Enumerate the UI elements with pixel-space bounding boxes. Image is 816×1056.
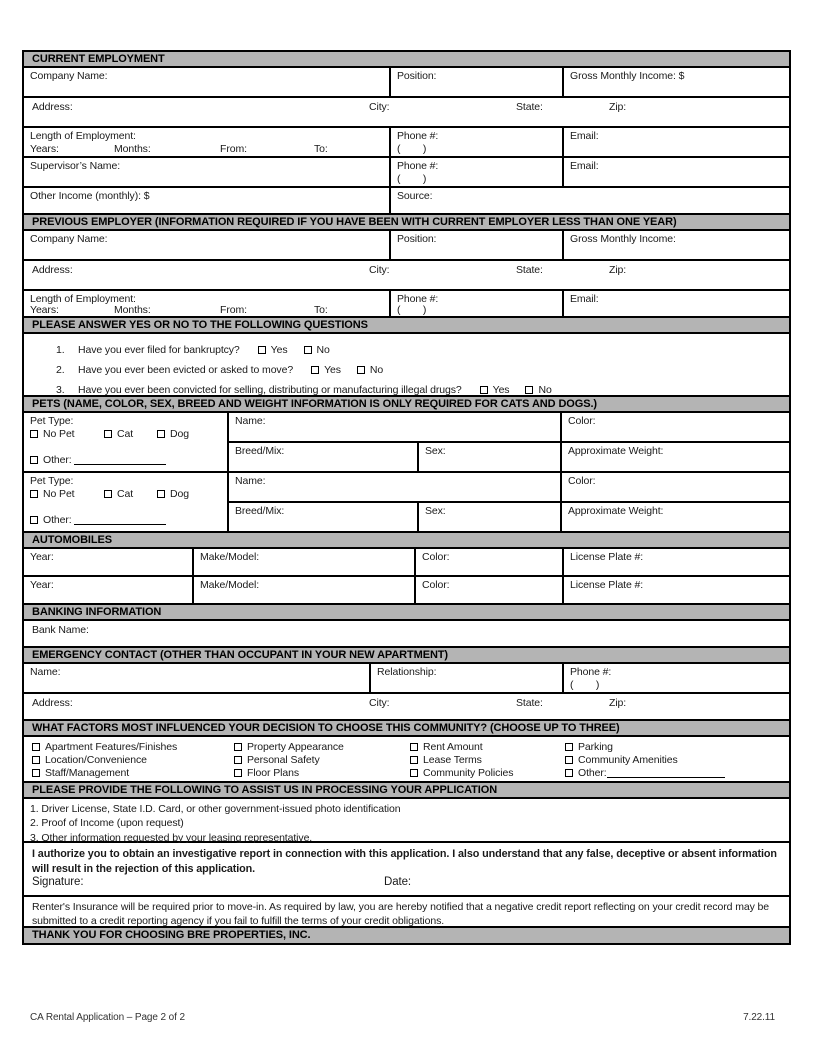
zip-label: Zip:: [609, 697, 627, 709]
provide-item-2: 2. Proof of Income (upon request): [30, 817, 184, 830]
checkbox-icon[interactable]: [480, 386, 488, 394]
pet-weight-field[interactable]: [562, 443, 789, 471]
pet-name-field[interactable]: [229, 413, 562, 441]
checkbox-icon[interactable]: [565, 769, 573, 777]
cat-option[interactable]: [104, 488, 133, 500]
cat-label: Cat: [117, 488, 134, 500]
make-model-label: Make/Model:: [200, 551, 260, 563]
auto-license-field[interactable]: [564, 577, 789, 603]
position-label: Position:: [397, 233, 437, 245]
pet-breed-label: Breed/Mix:: [235, 445, 285, 457]
phone-field[interactable]: [391, 291, 564, 316]
current-employment-row-3: [24, 128, 789, 158]
factor-label: Location/Convenience: [45, 753, 147, 766]
checkbox-icon[interactable]: [258, 346, 266, 354]
supervisor-label: Supervisor’s Name:: [30, 160, 121, 172]
section-header-banking: BANKING INFORMATION: [24, 605, 789, 621]
phone-paren: ( ): [397, 143, 427, 155]
gross-income-label: Gross Monthly Income: $: [570, 70, 685, 82]
automobile-row-2: [24, 577, 789, 605]
factor-label: Apartment Features/Finishes: [45, 740, 178, 753]
checkbox-icon[interactable]: [157, 490, 165, 498]
phone-label: Phone #:: [397, 130, 439, 142]
yes-option[interactable]: [311, 364, 341, 376]
auto-year-field[interactable]: [24, 577, 194, 603]
factor-label: Floor Plans: [247, 767, 300, 780]
checkbox-icon[interactable]: [410, 756, 418, 764]
cat-option[interactable]: [104, 428, 133, 440]
dog-option[interactable]: [157, 488, 189, 500]
yes-option[interactable]: [480, 384, 510, 396]
no-label: No: [369, 364, 384, 376]
pet-type-label: Pet Type:: [30, 415, 74, 427]
checkbox-icon[interactable]: [32, 743, 40, 751]
checkbox-icon[interactable]: [30, 490, 38, 498]
other-pet-option[interactable]: [30, 454, 166, 466]
company-name-label: Company Name:: [30, 70, 108, 82]
pet-sex-label: Sex:: [425, 505, 446, 517]
pet-sex-label: Sex:: [425, 445, 446, 457]
source-label: Source:: [397, 190, 433, 202]
phone-field[interactable]: [391, 158, 564, 186]
pet-breed-field[interactable]: [229, 503, 419, 531]
months-label: Months:: [114, 143, 151, 155]
phone-label: Phone #:: [397, 293, 439, 305]
city-label: City:: [369, 101, 390, 113]
factor-option[interactable]: [410, 741, 565, 753]
length-label: Length of Employment:: [30, 293, 136, 305]
pet-sex-field[interactable]: [419, 503, 562, 531]
checkbox-icon[interactable]: [32, 769, 40, 777]
bank-name-label: Bank Name:: [32, 624, 89, 636]
checkbox-icon[interactable]: [565, 756, 573, 764]
yes-label: Yes: [270, 344, 288, 356]
color-label: Color:: [422, 551, 450, 563]
factor-label: Community Amenities: [578, 753, 678, 766]
factors-row-3: [32, 767, 789, 780]
auto-make-field[interactable]: [194, 577, 416, 603]
no-pet-label: No Pet: [43, 488, 75, 500]
factor-label: Staff/Management: [45, 767, 130, 780]
no-pet-option[interactable]: [30, 488, 75, 500]
zip-label: Zip:: [609, 101, 627, 113]
dog-label: Dog: [170, 428, 189, 440]
factor-label: Property Appearance: [247, 740, 344, 753]
factor-label: Lease Terms: [423, 753, 482, 766]
question-row-2: [24, 360, 789, 380]
pet-color-label: Color:: [568, 415, 596, 427]
pet-weight-label: Approximate Weight:: [568, 445, 664, 457]
phone-paren: ( ): [570, 679, 600, 691]
years-label: Years:: [30, 143, 59, 155]
no-option[interactable]: [357, 364, 383, 376]
checkbox-icon[interactable]: [30, 516, 38, 524]
pet-block-1: [24, 413, 789, 473]
emergency-contact-row-1: [24, 664, 789, 694]
pet-weight-field[interactable]: [562, 503, 789, 531]
section-header-current-employment: CURRENT EMPLOYMENT: [24, 52, 789, 68]
email-label: Email:: [570, 160, 599, 172]
from-label: From:: [220, 143, 247, 155]
pet-name-row: [229, 473, 789, 503]
position-field[interactable]: [391, 231, 564, 259]
signature-row: [32, 876, 781, 892]
auto-color-field[interactable]: [416, 549, 564, 575]
pet-details: [229, 413, 789, 471]
current-employment-row-5: [24, 188, 789, 215]
checkbox-icon[interactable]: [565, 743, 573, 751]
gross-income-label: Gross Monthly Income:: [570, 233, 676, 245]
emergency-address-row[interactable]: [24, 694, 789, 721]
pet-sex-field[interactable]: [419, 443, 562, 471]
factor-option[interactable]: [234, 754, 410, 766]
dog-label: Dog: [170, 488, 189, 500]
authorization-text: I authorize you to obtain an investigative report in connection with this application. I also understand that any false, deceptive or absent information will result in the rejection of this application.: [32, 848, 777, 875]
cat-label: Cat: [117, 428, 134, 440]
pet-name-field[interactable]: [229, 473, 562, 501]
question-number: 1.: [56, 344, 65, 356]
pet-breed-row: [229, 443, 789, 471]
relationship-field[interactable]: [371, 664, 564, 692]
factors-row-2: [32, 753, 789, 766]
length-of-employment-field[interactable]: [24, 291, 391, 316]
pet-color-label: Color:: [568, 475, 596, 487]
checkbox-icon[interactable]: [311, 366, 319, 374]
provide-item-1: 1. Driver License, State I.D. Card, or other government-issued photo identification: [30, 803, 401, 815]
year-label: Year:: [30, 551, 54, 563]
checkbox-icon[interactable]: [410, 743, 418, 751]
factor-option[interactable]: [410, 767, 565, 779]
date-label: Date:: [384, 876, 411, 888]
yes-option[interactable]: [258, 344, 288, 356]
phone-field[interactable]: [391, 128, 564, 156]
state-label: State:: [516, 264, 543, 276]
no-pet-label: No Pet: [43, 428, 75, 440]
length-of-employment-field[interactable]: [24, 128, 391, 156]
section-header-previous-employer: PREVIOUS EMPLOYER (INFORMATION REQUIRED IF YOU HAVE BEEN WITH CURRENT EMPLOYER LESS THAN ONE YEAR): [24, 215, 789, 231]
name-label: Name:: [30, 666, 61, 678]
signature-label: Signature:: [32, 876, 84, 888]
no-option[interactable]: [525, 384, 551, 396]
company-name-label: Company Name:: [30, 233, 108, 245]
page-footer: [30, 1012, 775, 1023]
checkbox-icon[interactable]: [410, 769, 418, 777]
previous-employer-address-row[interactable]: [24, 261, 789, 291]
current-employment-row-4: [24, 158, 789, 188]
other-pet-option[interactable]: [30, 514, 166, 526]
factor-option[interactable]: [32, 754, 234, 766]
phone-label: Phone #:: [397, 160, 439, 172]
pet-breed-field[interactable]: [229, 443, 419, 471]
auto-make-field[interactable]: [194, 549, 416, 575]
zip-label: Zip:: [609, 264, 627, 276]
section-header-emergency-contact: EMERGENCY CONTACT (OTHER THAN OCCUPANT IN YOUR NEW APARTMENT): [24, 648, 789, 664]
to-label: To:: [314, 143, 328, 155]
factor-option[interactable]: [565, 741, 789, 753]
length-label: Length of Employment:: [30, 130, 136, 142]
other-pet-blank[interactable]: [74, 455, 166, 465]
factor-label: Community Policies: [423, 767, 514, 780]
previous-employer-row-3: [24, 291, 789, 318]
email-label: Email:: [570, 130, 599, 142]
phone-paren: ( ): [397, 304, 427, 316]
factor-option[interactable]: [234, 767, 410, 779]
license-label: License Plate #:: [570, 579, 644, 591]
section-header-pets: PETS (NAME, COLOR, SEX, BREED AND WEIGHT INFORMATION IS ONLY REQUIRED FOR CATS AND DOGS.): [24, 397, 789, 413]
question-number: 3.: [56, 384, 65, 396]
factor-label: Rent Amount: [423, 740, 483, 753]
authorization-block: [24, 843, 789, 897]
current-employment-address-row[interactable]: [24, 98, 789, 128]
rental-application-form: [22, 50, 791, 945]
income-source-field[interactable]: [391, 188, 789, 213]
factors-block: [24, 737, 789, 783]
relationship-label: Relationship:: [377, 666, 437, 678]
supervisor-name-field[interactable]: [24, 158, 391, 186]
auto-license-field[interactable]: [564, 549, 789, 575]
make-model-label: Make/Model:: [200, 579, 260, 591]
yes-label: Yes: [324, 364, 341, 376]
pet-block-2: [24, 473, 789, 533]
auto-year-field[interactable]: [24, 549, 194, 575]
checkbox-icon[interactable]: [32, 756, 40, 764]
checkbox-icon[interactable]: [304, 346, 312, 354]
state-label: State:: [516, 101, 543, 113]
no-option[interactable]: [304, 344, 330, 356]
factor-label: Personal Safety: [247, 753, 320, 766]
pet-name-row: [229, 413, 789, 443]
months-label: Months:: [114, 304, 151, 316]
other-label: Other:: [43, 514, 72, 526]
checkbox-icon[interactable]: [525, 386, 533, 394]
factor-option[interactable]: [32, 741, 234, 753]
pet-weight-label: Approximate Weight:: [568, 505, 664, 517]
auto-color-field[interactable]: [416, 577, 564, 603]
previous-employer-row-1: [24, 231, 789, 261]
yes-label: Yes: [492, 384, 510, 396]
no-label: No: [316, 344, 330, 356]
no-pet-option[interactable]: [30, 428, 75, 440]
renters-insurance-notice: Renter's Insurance will be required prior to move-in. As required by law, you are hereby notified that a negative credit report reflecting on your credit record may be submitted to a credit reporting agency if you fail to fulfill the terms of your credit obligations.: [24, 897, 789, 928]
factors-row-1: [32, 740, 789, 753]
pet-name-label: Name:: [235, 415, 266, 427]
to-label: To:: [314, 304, 328, 316]
phone-field[interactable]: [564, 664, 789, 692]
from-label: From:: [220, 304, 247, 316]
email-field[interactable]: [564, 291, 789, 316]
email-label: Email:: [570, 293, 599, 305]
state-label: State:: [516, 697, 543, 709]
gross-income-field[interactable]: [564, 231, 789, 259]
email-field[interactable]: [564, 128, 789, 156]
factor-label: Other:: [578, 767, 607, 780]
factor-option[interactable]: [410, 754, 565, 766]
factor-option[interactable]: [565, 754, 789, 766]
factor-option[interactable]: [32, 767, 234, 779]
section-header-provide: PLEASE PROVIDE THE FOLLOWING TO ASSIST US IN PROCESSING YOUR APPLICATION: [24, 783, 789, 799]
company-name-field[interactable]: [24, 231, 391, 259]
dog-option[interactable]: [157, 428, 189, 440]
city-label: City:: [369, 697, 390, 709]
license-label: License Plate #:: [570, 551, 644, 563]
year-label: Year:: [30, 579, 54, 591]
factor-option-other[interactable]: [565, 767, 789, 779]
other-pet-blank[interactable]: [74, 515, 166, 525]
question-text: Have you ever been convicted for selling, distributing or manufacturing illegal drugs?: [78, 384, 462, 396]
question-text: Have you ever been evicted or asked to move?: [78, 364, 294, 376]
no-label: No: [538, 384, 552, 396]
address-label: Address:: [32, 697, 73, 709]
emergency-name-field[interactable]: [24, 664, 371, 692]
section-header-questions: PLEASE ANSWER YES OR NO TO THE FOLLOWING QUESTIONS: [24, 318, 789, 334]
pet-type-field: [24, 413, 229, 471]
checkbox-icon[interactable]: [30, 456, 38, 464]
section-header-factors: WHAT FACTORS MOST INFLUENCED YOUR DECISION TO CHOOSE THIS COMMUNITY? (CHOOSE UP TO THREE): [24, 721, 789, 737]
pet-type-label: Pet Type:: [30, 475, 74, 487]
position-label: Position:: [397, 70, 437, 82]
checkbox-icon[interactable]: [234, 769, 242, 777]
other-factor-blank[interactable]: [607, 768, 725, 778]
questions-block: [24, 334, 789, 397]
question-row-1: [24, 340, 789, 360]
section-header-automobiles: AUTOMOBILES: [24, 533, 789, 549]
address-label: Address:: [32, 264, 73, 276]
pet-color-field[interactable]: [562, 413, 789, 441]
question-text: Have you ever filed for bankruptcy?: [78, 344, 240, 356]
checkbox-icon[interactable]: [357, 366, 365, 374]
other-income-label: Other Income (monthly): $: [30, 190, 150, 202]
pet-color-field[interactable]: [562, 473, 789, 501]
address-label: Address:: [32, 101, 73, 113]
company-name-field[interactable]: [24, 68, 391, 96]
footer-left-text: CA Rental Application – Page 2 of 2: [30, 1012, 185, 1023]
checkbox-icon[interactable]: [104, 490, 112, 498]
factor-option[interactable]: [234, 741, 410, 753]
checkbox-icon[interactable]: [30, 430, 38, 438]
question-number: 2.: [56, 364, 65, 376]
checkbox-icon[interactable]: [104, 430, 112, 438]
email-field[interactable]: [564, 158, 789, 186]
other-income-field[interactable]: [24, 188, 391, 213]
pet-breed-label: Breed/Mix:: [235, 505, 285, 517]
phone-paren: ( ): [397, 173, 427, 185]
section-header-thank-you: THANK YOU FOR CHOOSING BRE PROPERTIES, INC.: [24, 928, 789, 943]
provide-item-3: 3. Other information requested by your leasing representative.: [30, 831, 313, 844]
bank-name-row[interactable]: [24, 621, 789, 648]
checkbox-icon[interactable]: [157, 430, 165, 438]
checkbox-icon[interactable]: [234, 743, 242, 751]
city-label: City:: [369, 264, 390, 276]
footer-version: 7.22.11: [743, 1012, 775, 1023]
phone-label: Phone #:: [570, 666, 612, 678]
pet-name-label: Name:: [235, 475, 266, 487]
years-label: Years:: [30, 304, 59, 316]
gross-income-field[interactable]: [564, 68, 789, 96]
other-label: Other:: [43, 454, 72, 466]
checkbox-icon[interactable]: [234, 756, 242, 764]
position-field[interactable]: [391, 68, 564, 96]
pet-type-field: [24, 473, 229, 531]
color-label: Color:: [422, 579, 450, 591]
provide-list: [24, 799, 789, 843]
pet-details: [229, 473, 789, 531]
automobile-row-1: [24, 549, 789, 577]
current-employment-row-1: [24, 68, 789, 98]
pet-breed-row: [229, 503, 789, 531]
factor-label: Parking: [578, 740, 613, 753]
